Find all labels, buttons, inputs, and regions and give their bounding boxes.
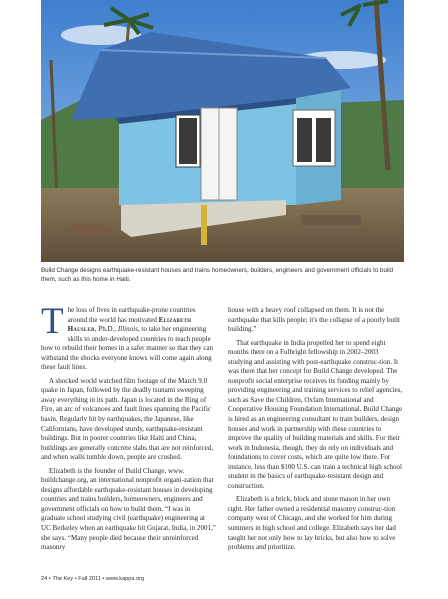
article-paragraph: That earthquake in India propelled her to spend eight months there on a Fulbright fellowship in 2002–2003 studying and assisting with post-earthquake construc-tion. It was there that her concept for Build Change developed. The nonprofit social enterprise receives its funding mainly by providing engineering and training services to relief agencies, such as Save the Children, Oxfam International and Cooperative Housing Foundation International. Build Change is hired as an engineering consultant to train builders, design houses and work in partnership with these countries to improve the quality of building materials and skills. For their work in Indonesia, though, they do rely on individuals and foundations to cover costs, which are quite low there. For instance, less than $100 U.S. can train a technical high school student in the basics of earthquake-resistant design and construction.	[228, 338, 403, 490]
magazine-title: The Key	[52, 576, 74, 582]
page-number: 24	[41, 576, 48, 582]
credential-text: , Ph.D.,	[94, 325, 118, 334]
page-footer	[41, 576, 144, 582]
article-column-right	[228, 306, 403, 557]
person-name: Elizabeth Hausler	[67, 315, 192, 334]
issue-info: • Fall 2011 • www.kappa.org	[74, 576, 145, 582]
article-photo	[41, 0, 404, 262]
footer-bullet: •	[48, 576, 51, 582]
article-paragraph: Elizabeth is the founder of Build Change, www. buildchange.org, an international nonprofit organi-zation that designs affordable earthquake-resistant houses in developing countries and trains builders, homeowners, engineers and government officials on how to build them. “I was in graduate school studying civil (earthquake) engineering at UC Berkeley when an earthquake hit Gujarat, India, in 2001,” she says. “Many people died because their unreinforced masonry	[41, 466, 216, 552]
chapter-name: Illinois	[117, 325, 138, 334]
article-column-left	[41, 301, 216, 557]
article-paragraph: A shocked world watched film footage of the March 9.0 quake in Japan, followed by the deadly tsunami sweeping away everything in its path. Japan is located in the Ring of Fire, an arc of volcanoes and fault lines spanning the Pacific basin. Regularly hit by earthquakes, the Japanese, like Californians, have developed sturdy, earthquake-resistant buildings. But in poorer countries like Haiti and China, buildings are generally concrete slabs that are not reinforced, and when walls tumble down, people are crushed.	[41, 376, 213, 462]
article-paragraph: house with a heavy roof collapsed on them. It is not the earthquake that kills people; it's the collapse of a poorly built building.”	[228, 306, 400, 334]
intro-text: he loss of lives in earthquake-prone countries around the world has motivated	[67, 306, 196, 324]
haiti-house-photo	[41, 0, 404, 262]
drop-cap: T	[41, 301, 64, 342]
photo-caption: Build Change designs earthquake-resistant houses and trains homeowners, builders, engineers and government officials to build them, such as this home in Haiti.	[41, 267, 394, 283]
intro-text-end: , to take her engineering skills to under-developed countries to teach people how to rebuild their homes in a safer manner so that they can withstand the shocks everyone knows will come again along these fault lines.	[41, 325, 214, 372]
article-paragraph-intro	[41, 301, 216, 373]
article-paragraph: Elizabeth is a brick, block and stone mason in her own right. Her father owned a residential masonry construc-tion company west of Chicago, and she worked for him during summers in high school and college. Elizabeth says her dad taught her not only how to lay bricks, but also how to solve problems and prioritize.	[228, 495, 396, 552]
